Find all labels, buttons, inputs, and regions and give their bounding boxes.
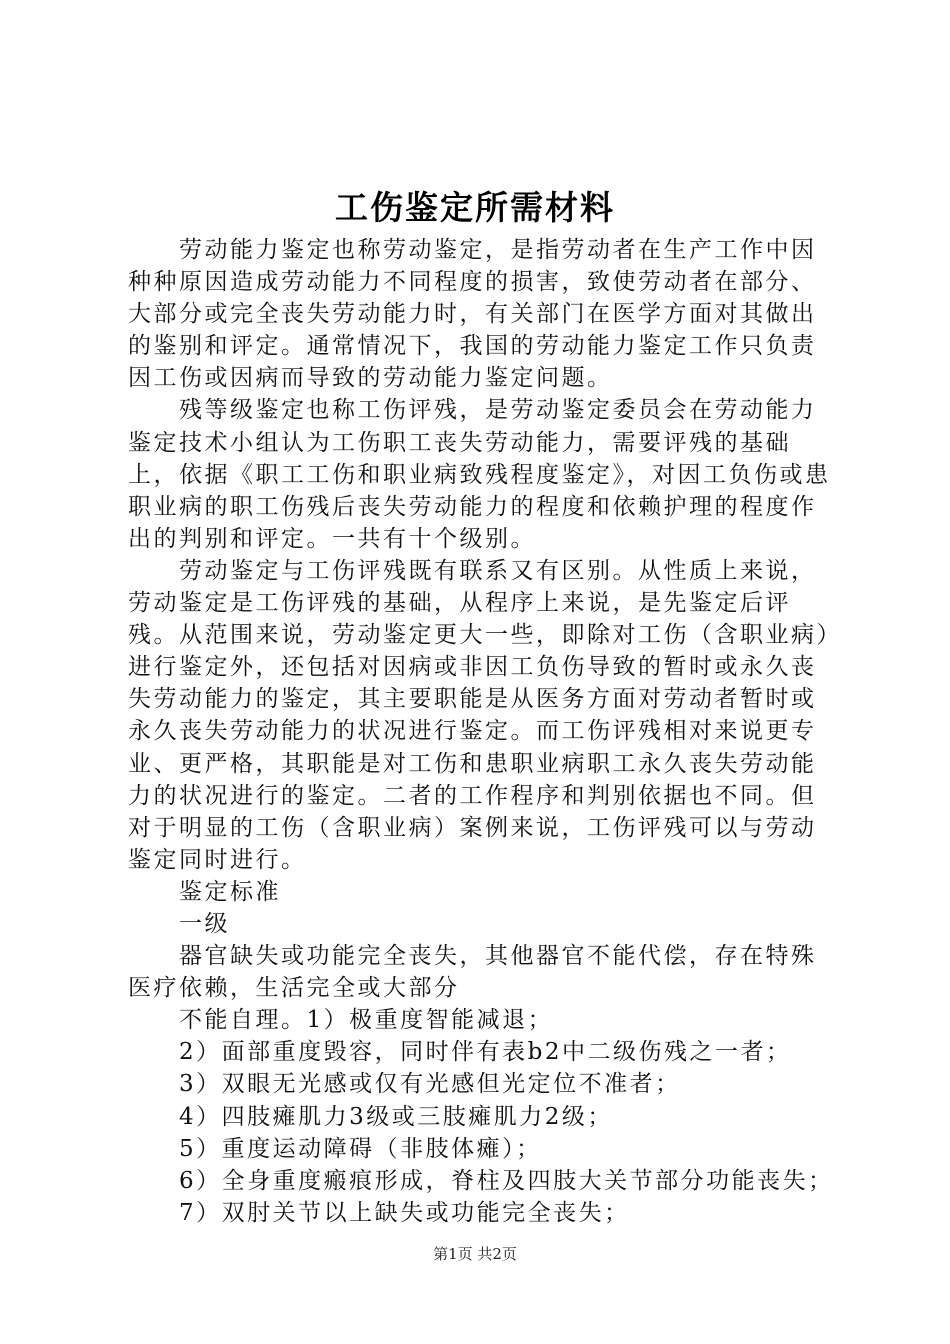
paragraph-labor-appraisal: 劳动能力鉴定也称劳动鉴定，是指劳动者在生产工作中因种种原因造成劳动能力不同程度的损害，致使劳动者在部分、大部分或完全丧失劳动能力时，有关部门在医学方面对其做出的鉴别和评定。通常情况下，我国的劳动能力鉴定工作只负责因工伤或因病而导致的劳动能力鉴定问题。 (128, 237, 817, 392)
list-item: 7）双肘关节以上缺失或功能完全丧失； (179, 1199, 630, 1226)
level-heading: 一级 (179, 910, 230, 937)
page-footer: 第1页 共2页 (433, 1245, 517, 1263)
document-body (128, 234, 840, 1229)
section-heading: 鉴定标准 (179, 878, 281, 905)
level-description-continued: 不能自理。1）极重度智能减退； (179, 1007, 554, 1034)
paragraph-disability-grading: 残等级鉴定也称工伤评残，是劳动鉴定委员会在劳动能力鉴定技术小组认为工伤职工丧失劳动能力，需要评残的基础上，依据《职工工伤和职业病致残程度鉴定》，对因工负伤或患职业病的职工伤残后丧失劳动能力的程度和依赖护理的程度作出的判别和评定。一共有十个级别。 (128, 397, 831, 552)
list-item: 4）四肢瘫肌力3级或三肢瘫肌力2级； (179, 1103, 613, 1130)
list-item: 6）全身重度瘢痕形成，脊柱及四肢大关节部分功能丧失； (179, 1167, 834, 1194)
paragraph-comparison: 劳动鉴定与工伤评残既有联系又有区别。从性质上来说，劳动鉴定是工伤评残的基础，从程序上来说，是先鉴定后评残。从范围来说，劳动鉴定更大一些，即除对工伤（含职业病）进行鉴定外，还包括对因病或非因工负伤导致的暂时或永久丧失劳动能力的鉴定，其主要职能是从医务方面对劳动者暂时或永久丧失劳动能力的状况进行鉴定。而工伤评残相对来说更专业、更严格，其职能是对工伤和患职业病职工永久丧失劳动能力的状况进行的鉴定。二者的工作程序和判别依据也不同。但对于明显的工伤（含职业病）案例来说，工伤评残可以与劳动鉴定同时进行。 (128, 557, 831, 873)
level-description: 器官缺失或功能完全丧失，其他器官不能代偿，存在特殊医疗依赖，生活完全或大部分 (128, 943, 817, 1002)
list-item: 3）双眼无光感或仅有光感但光定位不准者； (179, 1071, 681, 1098)
list-item: 2）面部重度毁容，同时伴有表b2中二级伤残之一者； (179, 1039, 792, 1066)
list-item: 5）重度运动障碍（非肢体瘫）； (179, 1135, 542, 1162)
document-title: 工伤鉴定所需材料 (335, 188, 615, 227)
